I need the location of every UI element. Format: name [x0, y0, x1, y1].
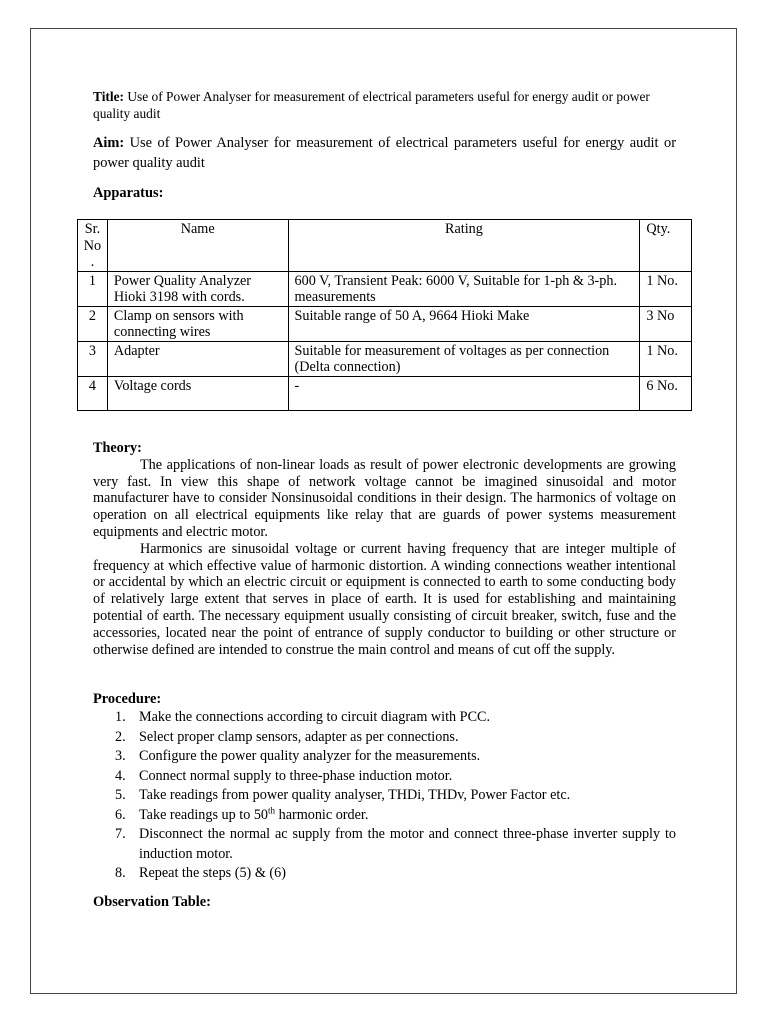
list-item: [93, 806, 676, 826]
step-text-after: harmonic order.: [275, 806, 369, 823]
title-text: Use of Power Analyser for measurement of electrical parameters useful for energy audit or power quality audit: [93, 89, 650, 121]
list-item: [93, 825, 676, 864]
step-text: Configure the power quality analyzer for the measurements.: [139, 748, 481, 764]
step-number: 3.: [115, 748, 126, 764]
procedure-list: [93, 708, 676, 884]
step-number: 2.: [115, 728, 126, 745]
header-name: Name: [107, 220, 288, 272]
cell-qty: 1 No.: [640, 271, 692, 306]
theory-paragraph: The applications of non-linear loads as result of power electronic developments are growing very fast. In view this shape of network voltage cannot be imagined sinusoidal and motor manufacturer have to consider Nonsinusoidal conditions in their design. The harmonics of voltage on operation on all electrical equipments like relay that are guards of power systems measurement equipments and electric motor.: [93, 456, 676, 540]
header-sr-no: Sr. No .: [78, 220, 108, 272]
header-qty: Qty.: [640, 220, 692, 272]
step-text: Repeat the steps (5) & (6): [139, 865, 286, 881]
cell-sr: 4: [78, 376, 108, 410]
apparatus-heading: Apparatus:: [93, 185, 164, 201]
cell-name: Clamp on sensors with connecting wires: [107, 306, 288, 341]
apparatus-table: [77, 219, 692, 411]
superscript-th: th: [268, 804, 276, 815]
cell-name: Voltage cords: [107, 376, 288, 410]
list-item: [93, 864, 676, 884]
theory-section: [93, 440, 676, 658]
cell-sr: 1: [78, 271, 108, 306]
title-label: Title:: [93, 89, 124, 104]
step-number: 4.: [115, 767, 126, 784]
list-item: [93, 747, 676, 767]
step-number: 6.: [115, 806, 126, 823]
cell-qty: 1 No.: [640, 341, 692, 376]
observation-section: [93, 893, 211, 911]
list-item: [93, 728, 676, 748]
step-number: 5.: [115, 787, 126, 803]
table-row: [78, 306, 692, 341]
observation-heading: Observation Table:: [93, 894, 211, 910]
theory-heading: Theory:: [93, 440, 142, 456]
procedure-heading: Procedure:: [93, 691, 162, 707]
cell-name: Power Quality Analyzer Hioki 3198 with cords.: [107, 271, 288, 306]
aim-paragraph: [93, 133, 676, 173]
header-rating: Rating: [288, 220, 640, 272]
step-text: Make the connections according to circuit diagram with PCC.: [139, 709, 491, 725]
table-row: [78, 271, 692, 306]
aim-label: Aim:: [93, 135, 125, 151]
cell-rating: 600 V, Transient Peak: 6000 V, Suitable for 1-ph & 3-ph. measurements: [288, 271, 640, 306]
header-section: [93, 88, 676, 202]
step-text: Take readings from power quality analyser, THDi, THDv, Power Factor etc.: [139, 787, 571, 803]
cell-name: Adapter: [107, 341, 288, 376]
list-item: [93, 767, 676, 787]
cell-sr: 3: [78, 341, 108, 376]
theory-paragraph: Harmonics are sinusoidal voltage or current having frequency that are integer multiple of frequency at which effective value of harmonic distortion. A winding connections weather intentional or accidental by which an electric circuit or equipment is connected to earth to some conducting body of relatively large extent that serves in place of earth. It is used for establishing and maintaining potential of earth. The necessary equipment usually consisting of circuit breaker, switch, fuse and the accessories, located near the point of entrance of supply conductor to building or other structure or otherwise defined are intended to construe the main control and means of cut off the supply.: [93, 540, 676, 658]
cell-qty: 6 No.: [640, 376, 692, 410]
cell-qty: 3 No: [640, 306, 692, 341]
procedure-section: [93, 690, 676, 884]
document-title: [93, 88, 676, 122]
table-header-row: [78, 220, 692, 272]
aim-text: Use of Power Analyser for measurement of electrical parameters useful for energy audit or power quality audit: [93, 135, 676, 171]
cell-sr: 2: [78, 306, 108, 341]
step-number: 7.: [115, 826, 126, 842]
step-text: Disconnect the normal ac supply from the motor and connect three-phase inverter supply to induction motor.: [139, 826, 676, 862]
step-text: Select proper clamp sensors, adapter as per connections.: [139, 728, 459, 745]
step-number: 8.: [115, 865, 126, 881]
table-row: [78, 376, 692, 410]
step-number: 1.: [115, 709, 126, 725]
table-row: [78, 341, 692, 376]
list-item: [93, 708, 676, 728]
cell-rating: -: [288, 376, 640, 410]
cell-rating: Suitable range of 50 A, 9664 Hioki Make: [288, 306, 640, 341]
step-text: Connect normal supply to three-phase induction motor.: [139, 767, 453, 784]
list-item: [93, 786, 676, 806]
cell-rating: Suitable for measurement of voltages as per connection (Delta connection): [288, 341, 640, 376]
step-text-before: Take readings up to 50: [139, 806, 269, 823]
